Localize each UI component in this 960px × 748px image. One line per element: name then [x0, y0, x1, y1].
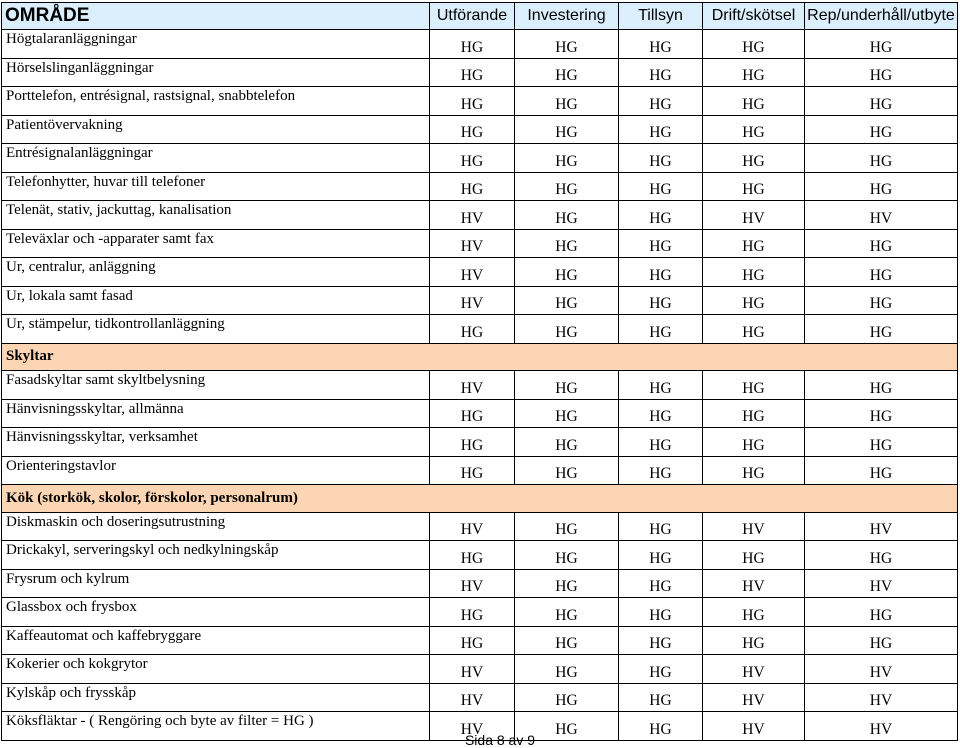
header-area: OMRÅDE: [2, 3, 430, 30]
row-name: Telefonhytter, huvar till telefoner: [2, 172, 430, 201]
row-value: HG: [515, 712, 619, 741]
row-value: HG: [703, 598, 805, 627]
row-value: HG: [805, 172, 958, 201]
row-value: HG: [805, 598, 958, 627]
table-row: [2, 428, 958, 457]
row-value: HG: [515, 229, 619, 258]
row-value: HV: [703, 655, 805, 684]
row-value: HG: [515, 626, 619, 655]
row-name: Glassbox och frysbox: [2, 598, 430, 627]
row-value: HG: [515, 512, 619, 541]
row-value: HG: [515, 541, 619, 570]
row-value: HG: [805, 115, 958, 144]
row-value: HG: [703, 399, 805, 428]
row-value: HG: [703, 258, 805, 287]
table-row: [2, 30, 958, 59]
row-value: HG: [515, 172, 619, 201]
table-header: [2, 3, 958, 30]
row-name: Entrésignalanläggningar: [2, 144, 430, 173]
row-value: HG: [430, 172, 515, 201]
row-value: HV: [805, 569, 958, 598]
row-value: HV: [430, 258, 515, 287]
responsibility-table: [1, 2, 958, 741]
row-value: HG: [805, 286, 958, 315]
row-value: HG: [619, 115, 703, 144]
table-row: [2, 115, 958, 144]
row-value: HG: [515, 258, 619, 287]
row-value: HG: [430, 541, 515, 570]
row-value: HV: [430, 201, 515, 230]
row-value: HV: [430, 683, 515, 712]
row-value: HG: [619, 655, 703, 684]
row-name: Patientövervakning: [2, 115, 430, 144]
row-value: HV: [430, 512, 515, 541]
table-row: [2, 144, 958, 173]
table-body: [2, 30, 958, 741]
row-value: HG: [805, 541, 958, 570]
row-name: Hänvisningsskyltar, verksamhet: [2, 428, 430, 457]
row-value: HG: [619, 456, 703, 485]
row-value: HG: [805, 626, 958, 655]
row-name: Kokerier och kokgrytor: [2, 655, 430, 684]
row-value: HG: [515, 371, 619, 400]
row-value: HG: [619, 30, 703, 59]
row-value: HG: [805, 144, 958, 173]
row-value: HV: [805, 655, 958, 684]
table-row: [2, 229, 958, 258]
row-value: HV: [805, 683, 958, 712]
row-value: HG: [619, 315, 703, 344]
row-value: HG: [619, 569, 703, 598]
header-investering: Investering: [515, 3, 619, 30]
row-value: HG: [430, 598, 515, 627]
row-value: HG: [619, 229, 703, 258]
row-value: HV: [805, 712, 958, 741]
row-value: HG: [619, 512, 703, 541]
row-name: Diskmaskin och doseringsutrustning: [2, 512, 430, 541]
row-value: HV: [430, 286, 515, 315]
table-row: [2, 286, 958, 315]
row-value: HG: [703, 144, 805, 173]
table-row: [2, 655, 958, 684]
row-value: HG: [430, 428, 515, 457]
header-drift-skotsel: Drift/skötsel: [703, 3, 805, 30]
row-value: HG: [430, 30, 515, 59]
table-row: [2, 626, 958, 655]
row-name: Telenät, stativ, jackuttag, kanalisation: [2, 201, 430, 230]
row-value: HG: [619, 258, 703, 287]
table-row: [2, 87, 958, 116]
table-row: [2, 541, 958, 570]
row-value: HG: [619, 712, 703, 741]
row-value: HG: [805, 87, 958, 116]
row-value: HG: [619, 201, 703, 230]
row-value: HG: [703, 626, 805, 655]
row-name: Frysrum och kylrum: [2, 569, 430, 598]
row-value: HG: [515, 399, 619, 428]
row-value: HG: [703, 30, 805, 59]
table-row: [2, 371, 958, 400]
row-value: HG: [619, 371, 703, 400]
row-name: Ur, lokala samt fasad: [2, 286, 430, 315]
row-value: HV: [703, 569, 805, 598]
row-value: HG: [619, 541, 703, 570]
header-rep-underhall-utbyte: Rep/underhåll/utbyte: [805, 3, 958, 30]
row-value: HV: [805, 201, 958, 230]
table-row: [2, 569, 958, 598]
row-value: HG: [515, 201, 619, 230]
row-value: HG: [703, 456, 805, 485]
row-value: HG: [805, 30, 958, 59]
row-name: Porttelefon, entrésignal, rastsignal, snabbtelefon: [2, 87, 430, 116]
row-value: HG: [515, 315, 619, 344]
row-value: HG: [430, 626, 515, 655]
row-value: HG: [515, 598, 619, 627]
row-value: HG: [805, 371, 958, 400]
row-value: HG: [430, 456, 515, 485]
row-name: Televäxlar och -apparater samt fax: [2, 229, 430, 258]
row-value: HG: [619, 399, 703, 428]
row-value: HV: [703, 201, 805, 230]
row-value: HV: [703, 683, 805, 712]
row-value: HG: [703, 286, 805, 315]
row-value: HG: [703, 541, 805, 570]
row-value: HG: [619, 428, 703, 457]
row-value: HG: [515, 87, 619, 116]
row-name: Orienteringstavlor: [2, 456, 430, 485]
section-title: Skyltar: [2, 343, 958, 371]
row-value: HG: [619, 58, 703, 87]
row-name: Drickakyl, serveringskyl och nedkylningskåp: [2, 541, 430, 570]
row-value: HG: [619, 87, 703, 116]
table-row: [2, 258, 958, 287]
table-row: [2, 201, 958, 230]
row-value: HG: [805, 258, 958, 287]
table-row: [2, 512, 958, 541]
row-value: HV: [703, 712, 805, 741]
row-value: HG: [703, 87, 805, 116]
row-value: HG: [805, 315, 958, 344]
row-value: HG: [703, 428, 805, 457]
row-value: HV: [703, 512, 805, 541]
section-row: [2, 343, 958, 371]
row-value: HG: [619, 172, 703, 201]
table-row: [2, 172, 958, 201]
row-value: HG: [619, 626, 703, 655]
table-row: [2, 598, 958, 627]
header-utforande: Utförande: [430, 3, 515, 30]
row-value: HG: [515, 144, 619, 173]
section-title: Kök (storkök, skolor, förskolor, personalrum): [2, 485, 958, 513]
row-name: Fasadskyltar samt skyltbelysning: [2, 371, 430, 400]
row-value: HG: [703, 172, 805, 201]
row-value: HG: [619, 683, 703, 712]
row-name: Kaffeautomat och kaffebryggare: [2, 626, 430, 655]
row-value: HG: [619, 286, 703, 315]
row-value: HG: [430, 399, 515, 428]
row-name: Köksfläktar - ( Rengöring och byte av filter = HG ): [2, 712, 430, 741]
row-value: HG: [703, 58, 805, 87]
table-row: [2, 315, 958, 344]
row-value: HG: [805, 456, 958, 485]
row-value: HG: [805, 229, 958, 258]
row-value: HV: [805, 512, 958, 541]
row-value: HG: [515, 58, 619, 87]
row-value: HG: [515, 115, 619, 144]
header-tillsyn: Tillsyn: [619, 3, 703, 30]
row-value: HG: [515, 569, 619, 598]
row-value: HG: [515, 683, 619, 712]
row-value: HG: [703, 315, 805, 344]
row-value: HG: [430, 115, 515, 144]
row-value: HG: [430, 87, 515, 116]
row-value: HG: [515, 655, 619, 684]
row-name: Kylskåp och frysskåp: [2, 683, 430, 712]
row-value: HG: [515, 428, 619, 457]
row-value: HG: [703, 371, 805, 400]
page-number: Sida 8 av 9: [464, 732, 536, 748]
row-value: HG: [619, 144, 703, 173]
row-value: HV: [430, 229, 515, 258]
row-value: HG: [515, 286, 619, 315]
row-value: HG: [703, 115, 805, 144]
table-row: [2, 456, 958, 485]
table-row: [2, 683, 958, 712]
row-value: HG: [515, 456, 619, 485]
row-value: HG: [515, 30, 619, 59]
row-value: HG: [430, 58, 515, 87]
table-row: [2, 399, 958, 428]
row-value: HV: [430, 569, 515, 598]
row-name: Ur, centralur, anläggning: [2, 258, 430, 287]
row-value: HG: [430, 144, 515, 173]
row-value: HG: [805, 399, 958, 428]
row-name: Högtalaranläggningar: [2, 30, 430, 59]
row-value: HV: [430, 371, 515, 400]
row-value: HG: [430, 315, 515, 344]
row-value: HG: [703, 229, 805, 258]
row-value: HG: [805, 428, 958, 457]
section-row: [2, 485, 958, 513]
row-value: HV: [430, 712, 515, 741]
row-value: HV: [430, 655, 515, 684]
row-name: Hänvisningsskyltar, allmänna: [2, 399, 430, 428]
row-value: HG: [619, 598, 703, 627]
table-row: [2, 58, 958, 87]
row-value: HG: [805, 58, 958, 87]
row-name: Ur, stämpelur, tidkontrollanläggning: [2, 315, 430, 344]
header-row: [2, 3, 958, 30]
row-name: Hörselslinganläggningar: [2, 58, 430, 87]
